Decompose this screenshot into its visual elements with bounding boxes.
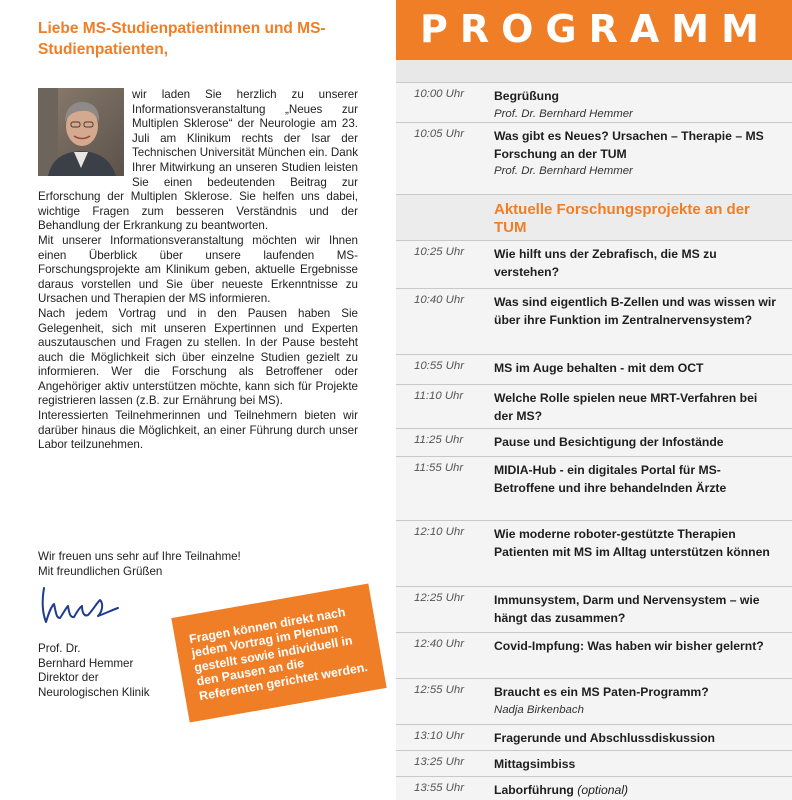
closing-line: Wir freuen uns sehr auf Ihre Teilnahme! — [38, 550, 241, 563]
letter-paragraph: Mit unserer Informationsveranstaltung möchten wir Ihnen einen Überblick über unsere laufenden MS-Forschungsprojekte am Klinikum geben, aktuelle Ergebnisse daraus vorstellen und Sie über neueste Erkenntnisse zu Ursachen und Therapien der MS informieren. — [38, 233, 358, 306]
program-topic: Fragerunde und Abschlussdiskussion — [494, 731, 715, 745]
program-item — [396, 456, 792, 520]
program-topic: Welche Rolle spielen neue MRT-Verfahren bei der MS? — [494, 391, 758, 423]
program-speaker: Prof. Dr. Bernhard Hemmer — [494, 165, 633, 178]
program-time: 12:55 Uhr — [414, 684, 465, 696]
program-time: 12:40 Uhr — [414, 638, 465, 650]
program-topic: Wie hilft uns der Zebrafisch, die MS zu verstehen? — [494, 247, 717, 279]
program-topic: Covid-Impfung: Was haben wir bisher gelernt? — [494, 639, 764, 653]
program-item — [396, 520, 792, 586]
signer-line: Bernhard Hemmer — [38, 656, 134, 670]
program-time: 10:00 Uhr — [414, 88, 465, 100]
program-time: 13:55 Uhr — [414, 782, 465, 794]
signer-block — [38, 642, 150, 700]
program-item — [396, 354, 792, 384]
section-title: Aktuelle Forschungsprojekte an der TUM — [494, 201, 750, 236]
program-topic: Wie moderne roboter-gestützte Therapien Patienten mit MS im Alltag unterstützen können — [494, 527, 770, 559]
questions-callout — [171, 583, 386, 722]
letter-closing — [38, 550, 241, 579]
program-speaker: Prof. Dr. Bernhard Hemmer — [494, 107, 633, 120]
program-header — [396, 0, 792, 60]
program-item — [396, 82, 792, 122]
program-topic — [494, 782, 776, 800]
program-item — [396, 586, 792, 632]
program-topic: Was gibt es Neues? Ursachen – Therapie – MS Forschung an der TUM — [494, 129, 764, 161]
header-band — [396, 60, 792, 82]
handwritten-signature — [38, 582, 128, 632]
program-topic: MS im Auge behalten - mit dem OCT — [494, 361, 704, 375]
program-item — [396, 384, 792, 428]
program-item — [396, 724, 792, 750]
program-topic-label: Laborführung — [494, 783, 574, 797]
program-time: 13:10 Uhr — [414, 730, 465, 742]
program-topic: Mittagsimbiss — [494, 757, 576, 771]
callout-text: Fragen können direkt nach jedem Vortrag im Plenum gestellt sowie individuell in den Pausen an die Referenten gerichtet werden. — [188, 604, 369, 704]
program-topic: Immunsystem, Darm und Nervensystem – wie hängt das zusammen? — [494, 593, 760, 625]
program-time: 10:55 Uhr — [414, 360, 465, 372]
program-time: 10:25 Uhr — [414, 246, 465, 258]
program-column — [396, 0, 792, 800]
letter-body — [38, 88, 358, 453]
program-time: 10:05 Uhr — [414, 128, 465, 140]
signer-line: Prof. Dr. — [38, 642, 81, 655]
program-time: 11:10 Uhr — [414, 390, 464, 402]
letter-paragraph: Nach jedem Vortrag und in den Pausen haben Sie Gelegenheit, sich mit unseren Expertinnen und Experten auszutauschen und Fragen zu stellen. In der Pause besteht auch die Möglichkeit sich über einzelne Studien gezielt zu informieren. Wer die Forschung als Betroffener oder Angehöriger aktiv unterstützen möchte, kann sich für Projekte registrieren lassen (z.B. zur Ernährung bei MS). — [38, 306, 358, 408]
signer-line: Neurologischen Klinik — [38, 685, 150, 699]
program-speaker: Nadja Birkenbach — [494, 703, 584, 716]
program-topic: Pause und Besichtigung der Infostände — [494, 435, 724, 449]
closing-line: Mit freundlichen Grüßen — [38, 564, 163, 578]
section-header — [396, 194, 792, 240]
program-topic: Begrüßung — [494, 89, 559, 103]
letter-paragraph: Interessierten Teilnehmerinnen und Teilnehmern bieten wir darüber hinaus die Möglichkeit, an einer Führung durch unser Labor teilzunehmen. — [38, 409, 358, 452]
program-item — [396, 122, 792, 194]
program-time: 13:25 Uhr — [414, 756, 465, 768]
letter-column — [0, 0, 392, 800]
program-item — [396, 428, 792, 456]
program-item — [396, 632, 792, 678]
optional-note: (optional) — [577, 783, 629, 797]
program-topic: MIDIA-Hub - ein digitales Portal für MS-Betroffene und ihre behandelnden Ärzte — [494, 463, 727, 495]
program-item — [396, 240, 792, 288]
program-time: 11:55 Uhr — [414, 462, 464, 474]
program-time: 10:40 Uhr — [414, 294, 465, 306]
program-item — [396, 750, 792, 776]
letter-greeting: Liebe MS-Studienpatientinnen und MS-Studienpatienten, — [38, 20, 326, 58]
letter-paragraph: wir laden Sie herzlich zu unserer Informationsveranstaltung „Neues zur Multiplen Sklerose“ der Neurologie am 23. Juli am Klinikum rechts der Isar der Technischen Universität München ein. Dank Ihrer Mitwirkung an unseren Studien leisten Sie einen bedeutenden Beitrag zur Erforschung der Multiplen Sklerose. Sie helfen uns dabei, wichtige Fragen zum besseren Verständnis und der Behandlung der Erkrankung zu beantworten. — [38, 88, 358, 233]
program-item — [396, 776, 792, 800]
signer-line: Direktor der — [38, 671, 99, 685]
program-time: 12:25 Uhr — [414, 592, 465, 604]
program-time: 11:25 Uhr — [414, 434, 464, 446]
program-item — [396, 288, 792, 354]
program-item — [396, 678, 792, 724]
program-time: 12:10 Uhr — [414, 526, 465, 538]
program-topic: Was sind eigentlich B-Zellen und was wissen wir über ihre Funktion im Zentralnervensystem? — [494, 295, 776, 327]
program-title: PROGRAMM — [420, 7, 771, 51]
program-topic: Braucht es ein MS Paten-Programm? — [494, 685, 709, 699]
